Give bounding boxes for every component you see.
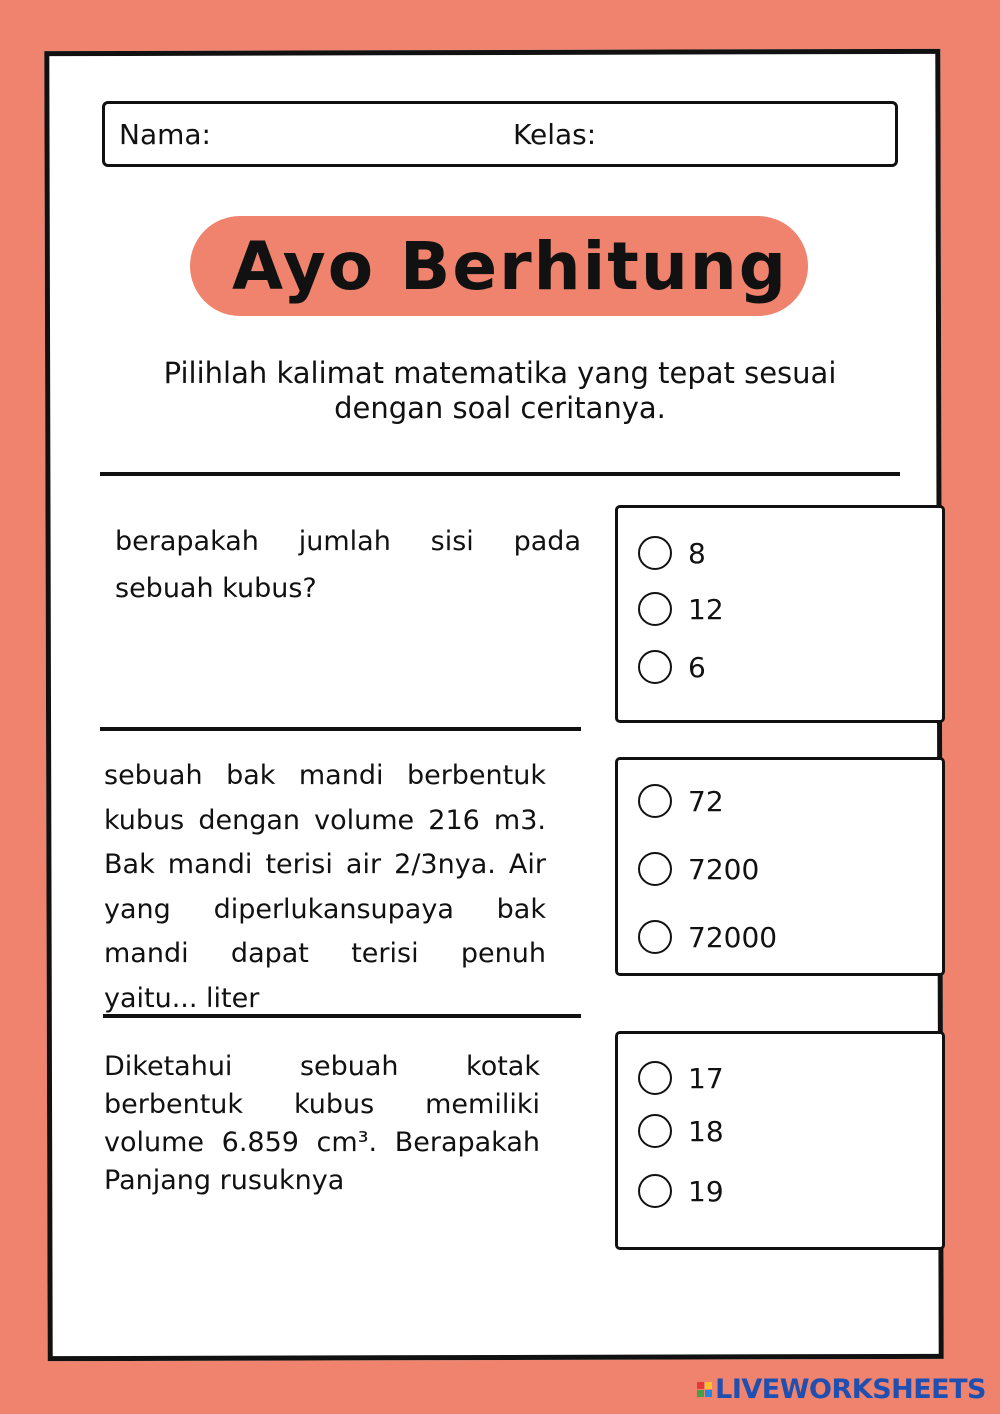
radio-button-icon[interactable] [638, 1114, 672, 1148]
name-label: Nama: [119, 118, 211, 151]
page-title: Ayo Berhitung [231, 228, 789, 305]
question-1-options [615, 505, 945, 723]
option-q3-b[interactable] [638, 1114, 724, 1148]
radio-button-icon[interactable] [638, 920, 672, 954]
radio-button-icon[interactable] [638, 1061, 672, 1095]
radio-button-icon[interactable] [638, 536, 672, 570]
option-q2-a[interactable] [638, 784, 724, 818]
radio-button-icon[interactable] [638, 650, 672, 684]
question-2-text: sebuah bak mandi berbentuk kubus dengan volume 216 m3. Bak mandi terisi air 2/3nya. Air yang diperlukansupaya bak mandi dapat terisi penuh yaitu... liter [104, 760, 546, 1014]
option-q1-c[interactable] [638, 650, 706, 684]
option-q1-a[interactable] [638, 536, 706, 570]
divider-q1 [100, 727, 581, 731]
divider-top [100, 472, 900, 476]
question-3-text: Diketahui sebuah kotak berbentuk kubus memiliki volume 6.859 cm³. Berapakah Panjang rusuknya [104, 1051, 540, 1196]
liveworksheets-brand: LIVEWORKSHEETS [715, 1374, 986, 1405]
option-q2-c[interactable] [638, 920, 777, 954]
option-label: 17 [688, 1061, 724, 1095]
student-info-box [102, 101, 898, 167]
option-label: 18 [688, 1114, 724, 1148]
divider-q2 [103, 1014, 581, 1018]
question-3-options [615, 1031, 945, 1250]
option-label: 72 [688, 784, 724, 818]
option-q3-a[interactable] [638, 1061, 724, 1095]
radio-button-icon[interactable] [638, 784, 672, 818]
instruction-text: Pilihlah kalimat matematika yang tepat sesuai dengan soal ceritanya. [163, 356, 837, 425]
option-q1-b[interactable] [638, 592, 724, 626]
radio-button-icon[interactable] [638, 852, 672, 886]
option-label: 72000 [688, 920, 778, 954]
radio-button-icon[interactable] [638, 1174, 672, 1208]
class-label: Kelas: [513, 118, 597, 151]
option-q3-c[interactable] [638, 1174, 724, 1208]
radio-button-icon[interactable] [638, 592, 672, 626]
option-label: 19 [688, 1174, 724, 1208]
option-label: 8 [688, 536, 706, 570]
question-2-options [615, 757, 945, 976]
liveworksheets-logo-icon [697, 1382, 712, 1397]
option-label: 7200 [688, 852, 760, 886]
liveworksheets-logo [697, 1374, 986, 1405]
question-1-text: berapakah jumlah sisi pada sebuah kubus? [115, 526, 581, 604]
option-q2-b[interactable] [638, 852, 759, 886]
option-label: 12 [688, 592, 724, 626]
option-label: 6 [688, 650, 706, 684]
